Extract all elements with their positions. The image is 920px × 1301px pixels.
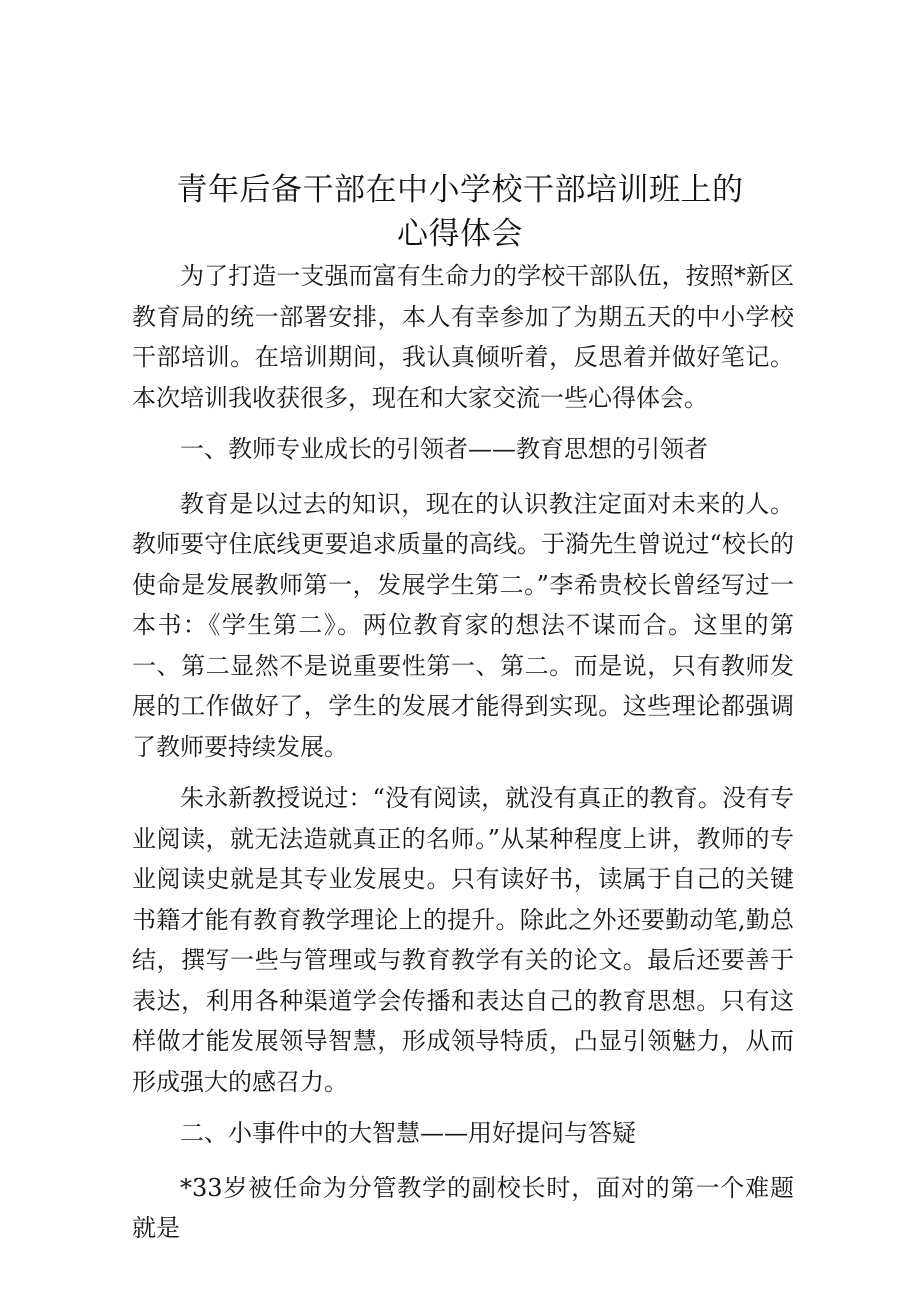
paragraph-education-teacher: 教育是以过去的知识，现在的认识教注定面对未来的人。教师要守住底线更要追求质量的高线。于漪先生曾说过“校长的使命是发展教师第一，发展学生第二。”李希贵校长曾经写过一本书：《学生第二》。两位教育家的想法不谋而合。这里的第一、第二显然不是说重要性第一、第二。而是说，只有教师发展的工作做好了，学生的发展才能得到实现。这些理论都强调了教师要持续发展。 <box>132 489 794 761</box>
document-body <box>132 256 794 1260</box>
paragraph-vice-principal: *33岁被任命为分管教学的副校长时，面对的第一个难题就是 <box>132 1173 794 1242</box>
document-title-line-1: 青年后备干部在中小学校干部培训班上的 <box>176 172 744 208</box>
document-title-line-2: 心得体会 <box>397 216 523 252</box>
section-heading-2: 二、小事件中的大智慧——用好提问与答疑 <box>180 1119 636 1147</box>
paragraph-reading: 朱永新教授说过：“没有阅读，就没有真正的教育。没有专业阅读，就无法造就真正的名师。”从某种程度上讲，教师的专业阅读史就是其专业发展史。只有读好书，读属于自己的关键书籍才能有教育教学理论上的提升。除此之外还要勤动笔,勤总结，撰写一些与管理或与教育教学有关的论文。最后还要善于表达，利用各种渠道学会传播和表达自己的教育思想。只有这样做才能发展领导智慧，形成领导特质，凸显引领魅力，从而形成强大的感召力。 <box>132 784 794 1096</box>
section-heading-1: 一、教师专业成长的引领者——教育思想的引领者 <box>180 435 708 463</box>
paragraph-intro: 为了打造一支强而富有生命力的学校干部队伍，按照*新区教育局的统一部署安排，本人有幸参加了为期五天的中小学校干部培训。在培训期间，我认真倾听着，反思着并做好笔记。本次培训我收获很多，现在和大家交流一些心得体会。 <box>132 262 794 412</box>
